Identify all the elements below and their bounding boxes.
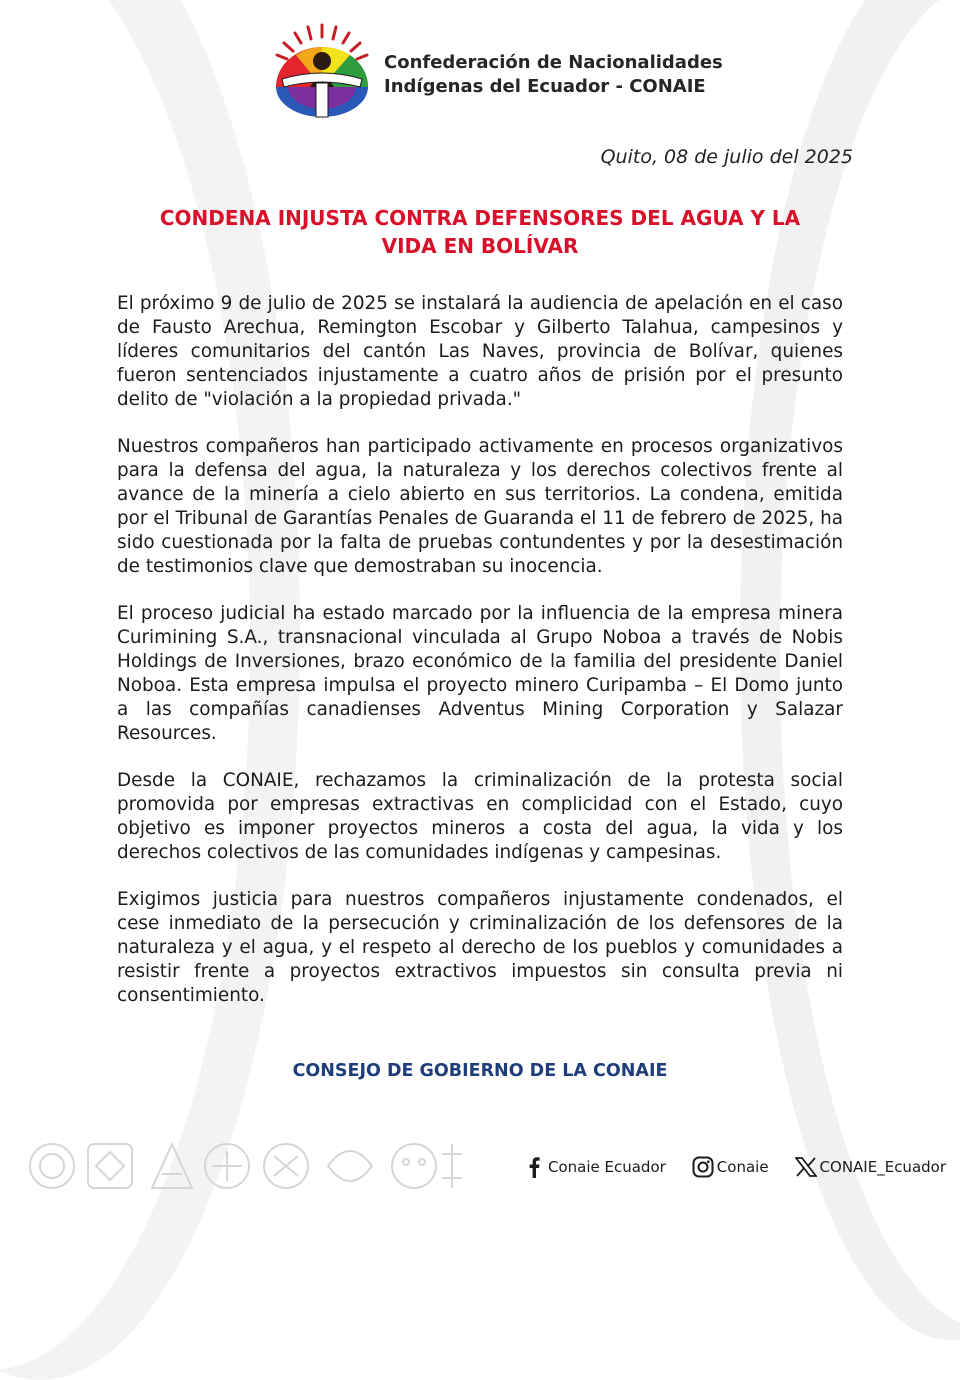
x-icon (795, 1155, 817, 1179)
paragraph-1: El próximo 9 de julio de 2025 se instalará la audiencia de apelación en el caso de Fausto Arechua, Remington Escobar y Gilberto Talahua, campesinos y líderes comunitarios del cantón Las Naves, provincia de Bolívar, quienes fueron sentenciados injustamente a cuatro años de prisión por el presunto delito de "violación a la propiedad privada." (117, 293, 843, 410)
facebook-icon (523, 1155, 545, 1179)
facebook-label: Conaie Ecuador (547, 1158, 666, 1176)
signature: CONSEJO DE GOBIERNO DE LA CONAIE (292, 1061, 668, 1081)
instagram-icon (692, 1155, 714, 1179)
instagram-label: Conaie (716, 1158, 769, 1176)
x-label: CONAIE_Ecuador (819, 1158, 946, 1176)
social-links (523, 1155, 946, 1179)
paragraph-2: Nuestros compañeros han participado activamente en procesos organizativos para la defensa del agua, la naturaleza y los derechos colectivos frente al avance de la minería a cielo abierto en sus territorios. La condena, emitida por el Tribunal de Garantías Penales de Guaranda el 11 de febrero de 2025, ha sido cuestionada por la falta de pruebas contundentes y por la desestimación de testimonios clave que demostraban su inocencia. (117, 436, 843, 577)
paragraph-5: Exigimos justicia para nuestros compañeros injustamente condenados, el cese inmediato de la persecución y criminalización de los defensores de la naturaleza y el agua, y el respeto al derecho de los pueblos y comunidades a resistir frente a proyectos extractivos impuestos sin consulta previa ni consentimiento. (117, 889, 843, 1006)
conaie-logo-icon (268, 21, 376, 129)
paragraph-3: El proceso judicial ha estado marcado por la influencia de la empresa minera Curimining S.A., transnacional vinculada al Grupo Noboa a través de Nobis Holdings de Inversiones, brazo económico de la familia del presidente Daniel Noboa. Esta empresa impulsa el proyecto minero Curipamba – El Domo junto a las compañías canadienses Adventus Mining Corporation y Salazar Resources. (117, 603, 843, 744)
org-name-line-2: Indígenas del Ecuador - CONAIE (384, 76, 706, 97)
social-instagram[interactable] (692, 1155, 769, 1179)
social-x[interactable] (795, 1155, 946, 1179)
letterhead (268, 20, 723, 130)
decorative-pattern-icon (22, 1132, 472, 1200)
organization-name (384, 51, 723, 99)
document-date: Quito, 08 de julio del 2025 (600, 146, 853, 168)
title-line-2: VIDA EN BOLÍVAR (381, 234, 579, 258)
org-name-line-1: Confederación de Nacionalidades (384, 52, 723, 73)
social-facebook[interactable] (523, 1155, 666, 1179)
document-title (120, 204, 840, 260)
title-line-1: CONDENA INJUSTA CONTRA DEFENSORES DEL AGUA Y LA (159, 206, 801, 230)
document-body (117, 292, 843, 1031)
paragraph-4: Desde la CONAIE, rechazamos la criminalización de la protesta social promovida por empresas extractivas en complicidad con el Estado, cuyo objetivo es imponer proyectos mineros a costa del agua, la vida y los derechos colectivos de las comunidades indígenas y campesinas. (117, 770, 843, 863)
